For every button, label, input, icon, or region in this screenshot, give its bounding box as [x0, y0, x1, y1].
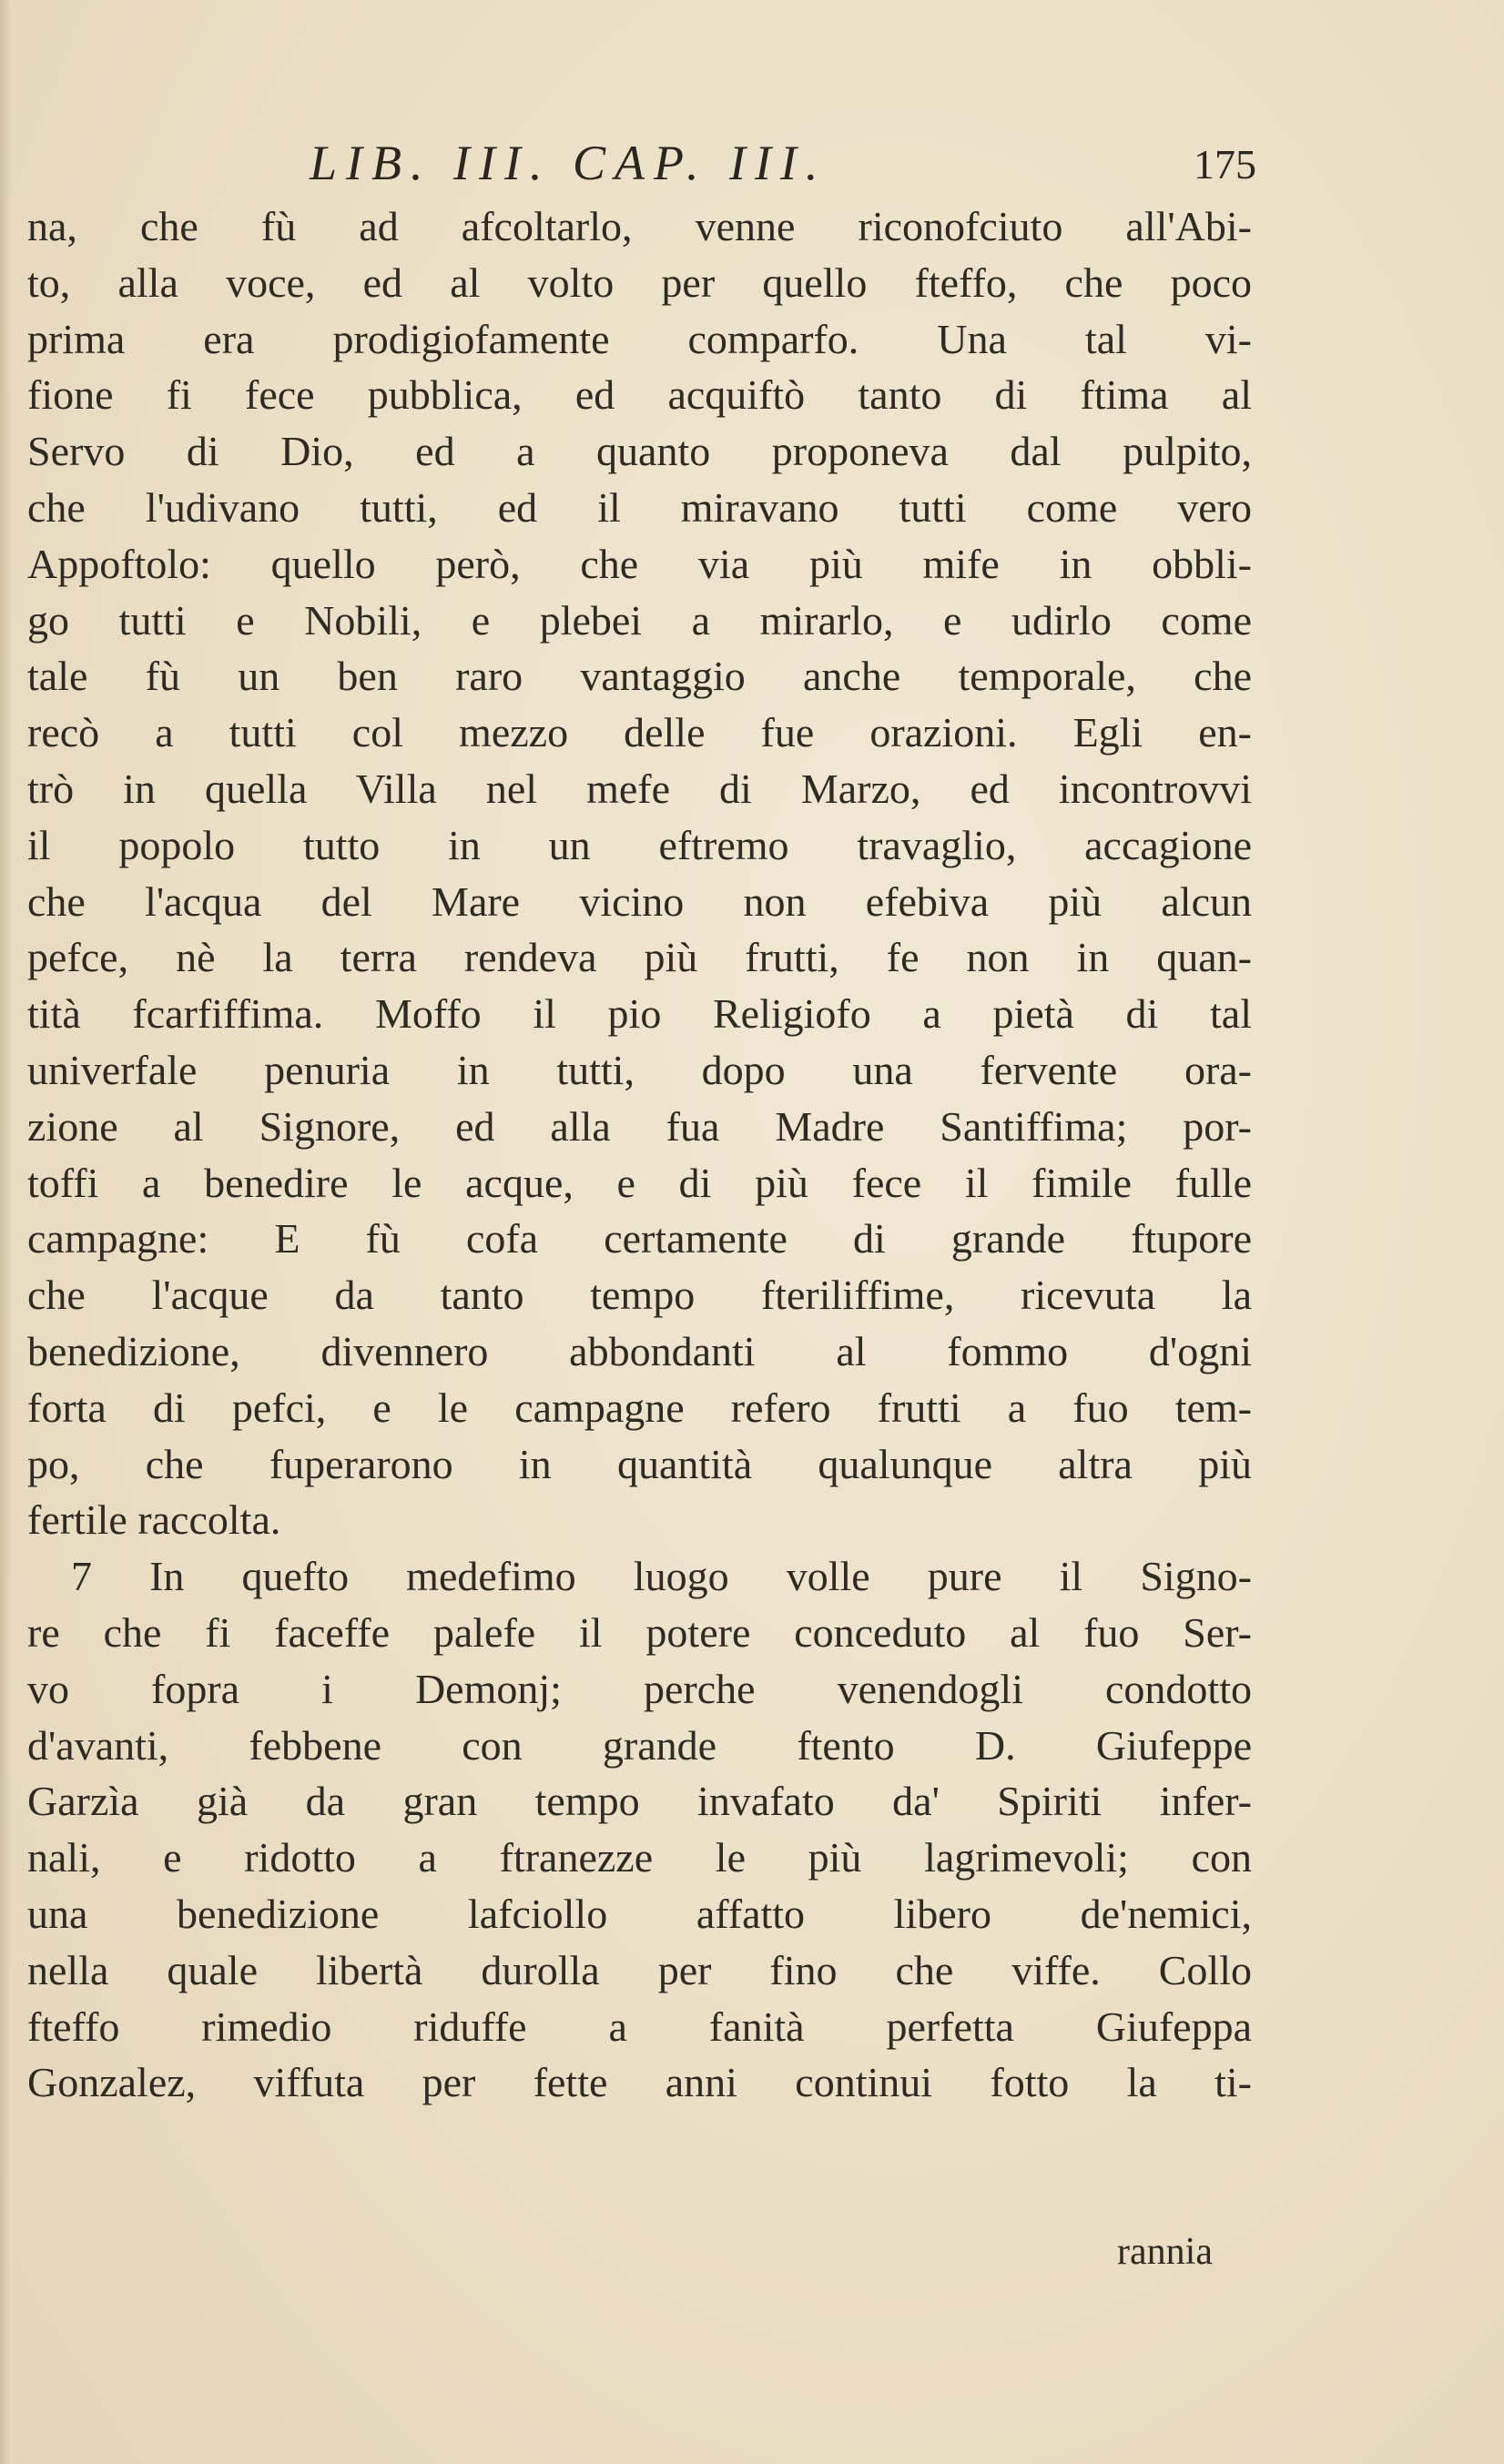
text-line: re che fi faceffe palefe il potere conceduto al fuo Ser- [27, 1608, 1252, 1656]
text-line: che l'acqua del Mare vicino non efebiva più alcun [27, 877, 1252, 925]
text-line: Appoftolo: quello però, che via più mife in obbli- [27, 540, 1252, 587]
text-line: fteffo rimedio riduffe a fanità perfetta Giufeppa [27, 2003, 1252, 2050]
text-line: trò in quella Villa nel mefe di Marzo, ed incontrovvi [27, 765, 1252, 812]
text-line: po, che fuperarono in quantità qualunque altra più [27, 1440, 1252, 1487]
text-line: vo fopra i Demonj; perche venendogli condotto [27, 1665, 1252, 1712]
text-line: zione al Signore, ed alla fua Madre Santiffima; por- [27, 1102, 1252, 1150]
text-line: Garzìa già da gran tempo invafato da' Spiriti infer- [27, 1778, 1252, 1825]
text-line: una benedizione lafciollo affatto libero de'nemici, [27, 1890, 1252, 1937]
text-line: fione fi fece pubblica, ed acquiftò tanto di ftima al [27, 371, 1252, 419]
page-number: 175 [1194, 141, 1256, 188]
text-line: che l'acque da tanto tempo fteriliffime, ricevuta la [27, 1272, 1252, 1319]
text-line: che l'udivano tutti, ed il miravano tutti come vero [27, 483, 1252, 531]
text-line: go tutti e Nobili, e plebei a mirarlo, e udirlo come [27, 596, 1252, 644]
page-gutter-edge [0, 0, 13, 2464]
text-line: d'avanti, febbene con grande ftento D. Giufeppe [27, 1721, 1252, 1769]
text-line: forta di pefci, e le campagne refero frutti a fuo tem- [27, 1384, 1252, 1431]
text-line: toffi a benedire le acque, e di più fece il fimile fulle [27, 1159, 1252, 1206]
text-line: tale fù un ben raro vantaggio anche temporale, che [27, 653, 1252, 700]
text-line: campagne: E fù cofa certamente di grande ftupore [27, 1215, 1252, 1262]
paragraph-start-line: 7 In quefto medefimo luogo volle pure il Signo- [71, 1553, 1252, 1600]
text-line: na, che fù ad afcoltarlo, venne riconofciuto all'Abi- [27, 203, 1252, 249]
text-line: pefce, nè la terra rendeva più frutti, fe non in quan- [27, 934, 1252, 981]
text-line: nali, e ridotto a ftranezze le più lagrimevoli; con [27, 1834, 1252, 1881]
text-line: recò a tutti col mezzo delle fue orazioni. Egli en- [27, 709, 1252, 756]
text-line: benedizione, divennero abbondanti al fommo d'ogni [27, 1327, 1252, 1374]
text-line: Servo di Dio, ed a quanto proponeva dal pulpito, [27, 428, 1252, 475]
paragraph-end-line: fertile raccolta. [27, 1496, 281, 1544]
text-line: prima era prodigiofamente comparfo. Una tal vi- [27, 315, 1252, 362]
text-line: nella quale libertà durolla per fino che viffe. Collo [27, 1946, 1252, 1993]
running-head: LIB. III. CAP. III. [310, 136, 828, 190]
text-line: Gonzalez, viffuta per fette anni continui fotto la ti- [27, 2059, 1252, 2106]
text-line: tità fcarfiffima. Moffo il pio Religiofo a pietà di tal [27, 990, 1252, 1038]
page-header [310, 135, 1256, 208]
catchword: rannia [1117, 2231, 1213, 2273]
text-line: univerfale penuria in tutti, dopo una fervente ora- [27, 1046, 1252, 1093]
text-line: to, alla voce, ed al volto per quello fteffo, che poco [27, 259, 1252, 306]
body-text [27, 198, 1252, 2111]
text-line: il popolo tutto in un eftremo travaglio, accagione [27, 821, 1252, 868]
